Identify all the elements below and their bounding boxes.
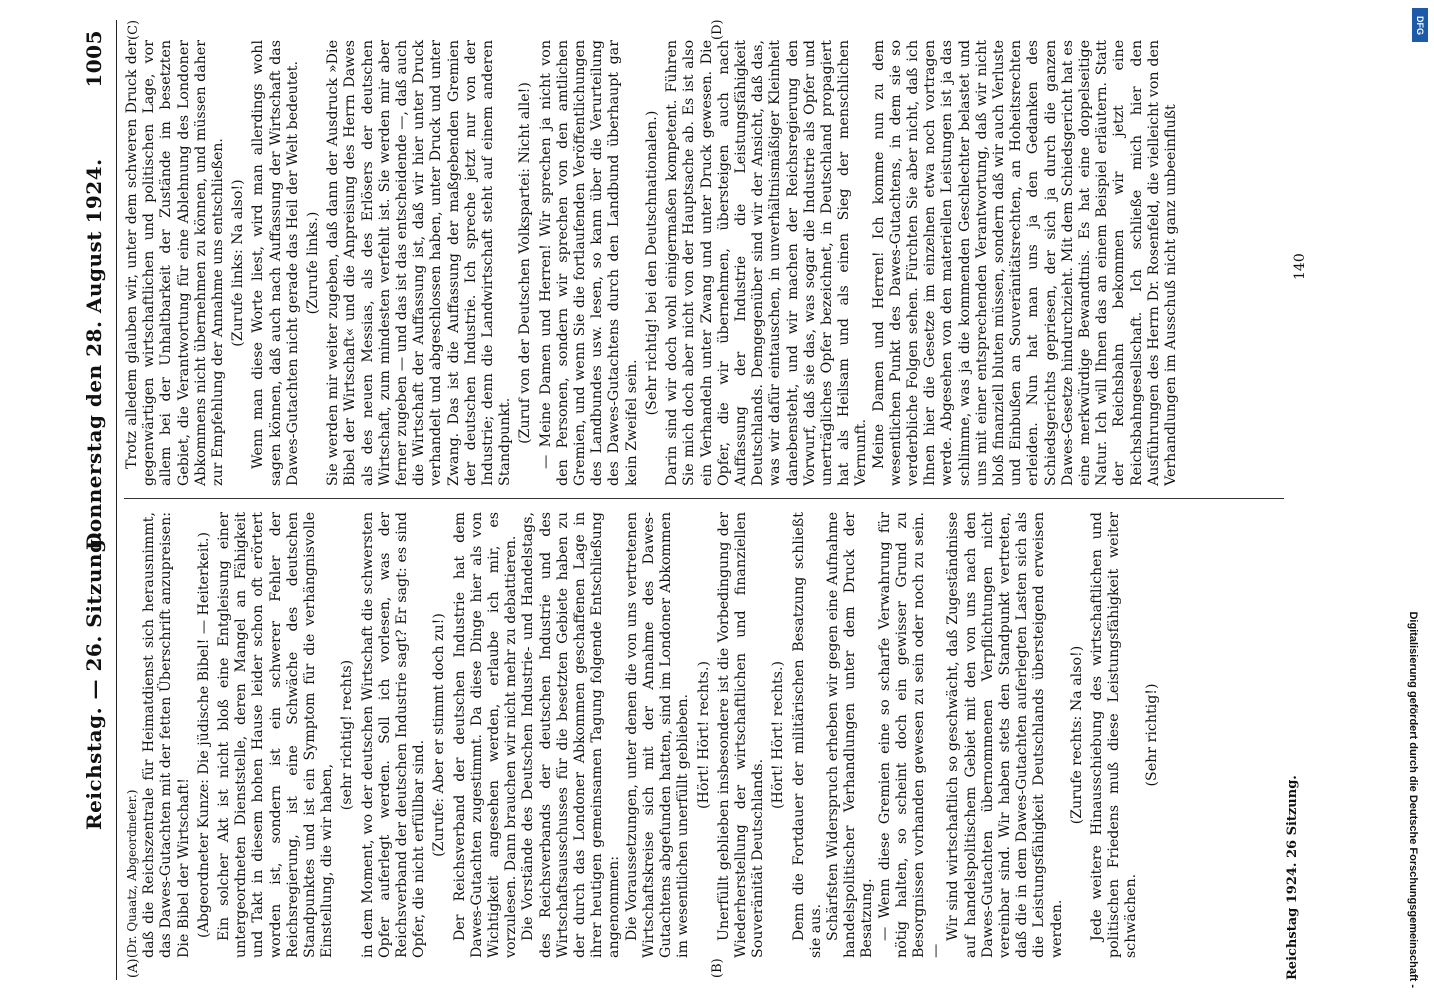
paragraph: — Meine Damen und Herren! Wir sprechen ja nicht von den Personen, sondern wir sprechen von den amtlichen Gremien, und wenn Sie die fortlaufenden Veröffentlichungen des Landbundes usw. lesen, so kann über die Verurteilung des Dawes-Gutachtens durch den Landbund überhaupt gar kein Zweifel sein. [537, 40, 640, 486]
interjection: (Sehr richtig!) [1143, 683, 1160, 787]
digitization-note [1402, 8, 1424, 988]
dfg-logo-icon: DFG [1412, 8, 1428, 42]
paragraph: in dem Moment, wo der deutschen Wirtschaft die schwersten Opfer auferlegt werden. Soll ich vorlesen, was der Reichsverband der deutschen Industrie sagt? Er sagt: es sind Opfer, die nicht erfüllbar sind. [359, 512, 428, 958]
document-page [70, 20, 1400, 980]
paragraph: daß die Reichszentrale für Heimatdienst sich herausnimmt, das Dawes-Gutachten mit der fetten Überschrift anzupreisen: Die Bibel der Wirtschaft! [141, 512, 192, 958]
interjection: (Sehr richtig! bei den Deutschnationalen.) [643, 110, 660, 416]
column-divider [124, 498, 1284, 499]
quote-paragraph: Trotz alledem glauben wir, unter dem schweren Druck der gegenwärtigen wirtschaftlichen und politischen Lage, vor allem bei der Unhaltbarkeit der Zustände im besetzten Gebiet, die Verantwortung für eine Ablehnung des Londoner Abkommens nicht übernehmen zu können, und müssen daher zur Empfehlung der Annahme uns entschließen. [124, 40, 227, 486]
interjection: (Zurufe links.) [305, 211, 322, 315]
left-column [124, 512, 1164, 958]
scanned-page-area [70, 20, 1400, 980]
interjection: (Hört! Hört! rechts.) [695, 660, 712, 810]
quote-paragraph: Die Vorstände des Deutschen Industrie- und Handelstags, des Reichsverbands der deutschen Industrie und des Wirtschaftsausschusses für die besetzten Gebiete haben zu der durch das Londoner Abkommen geschaffenen Lage in ihrer heutigen gemeinsamen Tagung folgende Entschließung angenommen: [520, 512, 623, 958]
running-head-left: Reichstag. — 26. Sitzung. [82, 531, 106, 830]
quote-paragraph: Denn die Fortdauer der militärischen Besatzung schließt sie aus. [790, 512, 824, 958]
interjection: (Abgeordneter Kunze: Die jüdische Bibel! — Heiterkeit.) [195, 532, 212, 938]
footer-session-label: Reichstag 1924. 26 Sitzung. [1285, 775, 1300, 980]
margin-marker-a: (A) [126, 958, 141, 978]
page-number: 1005 [82, 30, 106, 88]
quote-paragraph: Wir sind wirtschaftlich so geschwächt, daß Zugeständnisse auf handelspolitischem Gebiet mit den von uns nach den Dawes-Gutachten übernommenen Verpflichtungen nicht vereinbar sind. Wir haben stets den Standpunkt vertreten, daß die in dem Dawes-Gutachten auferlegten Lasten sich als die Leistungsfähigkeit Deutschlands übersteigend erweisen werden. [945, 512, 1065, 958]
interjection: (Zurufe links: Na also!) [230, 179, 247, 347]
quote-paragraph: Jede weitere Hinausschiebung des wirtschaftlichen und politischen Friedens muß diese Leistungsfähigkeit weiter schwächen. [1088, 512, 1140, 958]
header-rule [116, 20, 117, 980]
quote-paragraph: Schärfsten Widerspruch erheben wir gegen eine Aufnahme handelspolitischer Verhandlungen unter dem Druck der Besatzung. [824, 512, 876, 958]
digitization-note-text: Digitalisierung gefördert durch die Deutsche Forschungsgemeinschaft - [1407, 611, 1419, 988]
signature-number: 140 [1292, 253, 1308, 280]
quote-paragraph: Unerfüllt geblieben insbesondere ist die Vorbedingung der Wiederherstellung der wirtschaftlichen und finanziellen Souveränität Deutschlands. [715, 512, 767, 958]
margin-marker-c: (C) [126, 19, 141, 40]
interjection: (Zurufe rechts: Na also!) [1068, 645, 1085, 825]
interjection: (sehr richtig! rechts) [339, 659, 356, 811]
running-head-date: Donnerstag den 28. August 1924. [82, 158, 106, 550]
interjection: (Hört! Hört! rechts.) [770, 660, 787, 810]
running-head [82, 20, 114, 980]
speaker-label: (Dr. Quaatz, Abgeordneter.) [125, 789, 139, 958]
paragraph: Meine Damen und Herren! Ich komme nun zu dem wesentlichen Punkt des Dawes-Gutachtens, in dem sie so verderbliche Folgen sehen. Fürchten Sie aber nicht, daß ich Ihnen hier die Gesetze im einzelnen etwa noch vortragen werde. Abgesehen von den materiellen Leistungen ist ja das schlimme, was ja die kommenden Geschlechter belastet und uns mit einer entsprechenden Verantwortung, daß wir nicht bloß finanziell bluten müssen, sondern daß wir auch Verluste und Einbußen an Souveränitätsrechten, an Hoheitsrechten erleiden. Nun hat man uns ja den Gedanken des Schiedsgerichts gepriesen, der sich ja durch die ganzen Dawes-Gesetze hindurchzieht. Mit dem Schiedsgericht hat es eine merkwürdige Bewandtnis. Es hat eine doppelseitige Natur. Ich will Ihnen das an einem Beispiel erläutern. Statt der Reichsbahn bekommen wir jetzt eine Reichsbahngesellschaft. Ich schließe mich hier den Ausführungen des Herrn Dr. Rosenfeld, die vielleicht von den Verhandlungen im Ausschuß nicht ganz unbeeinflußt [870, 40, 1179, 486]
paragraph: Sie werden mir weiter zugeben, daß dann der Ausdruck »Die Bibel der Wirtschaft« und die Anpreisung des Herrn Dawes als des neuen Messias, als des Erlösers der deutschen Wirtschaft, zum mindesten verfehlt ist. Sie werden mir aber ferner zugeben — und das ist das entscheidende —, daß auch die Wirtschaft der Auffassung ist, daß wir hier unter Druck verhandelt und abgeschlossen haben, unter Druck und unter Zwang. Das ist die Auffassung der maßgebenden Gremien der deutschen Industrie. Ich spreche jetzt nur von der Industrie; denn die Landwirtschaft steht auf einem anderen Standpunkt. [325, 40, 514, 486]
right-column [124, 40, 1180, 486]
paragraph: Ein solcher Akt ist nicht bloß eine Entgleisung einer untergeordneten Dienststelle, deren Mangel an Fähigkeit und Takt in diesem hohen Hause leider schon oft erörtert worden ist, sondern ist ein schwerer Fehler der Reichsregierung, ist eine Schwäche des deutschen Standpunktes und ist ein Symptom für die verhängnisvolle Einstellung, die wir haben, [216, 512, 336, 958]
paragraph: Der Reichsverband der deutschen Industrie hat dem Dawes-Gutachten zugestimmt. Da diese Dinge hier als von Wichtigkeit angesehen werden, erlaube ich mir, es vorzulesen. Dann brauchen wir nicht mehr zu debattieren. [451, 512, 520, 958]
interjection: (Zuruf von der Deutschen Volkspartei: Nicht alle!) [517, 82, 534, 444]
paragraph: Darin sind wir doch wohl einigermaßen kompetent. Führen Sie mich doch aber nicht von der Hauptsache ab. Es ist also ein Verhandeln unter Zwang und unter Druck gewesen. Die Opfer, die wir übernehmen, übersteigen auch nach Auffassung der Industrie die Leistungsfähigkeit Deutschlands. Demgegenüber sind wir der Ansicht, daß das, was wir dafür eintauschen, in unverhältnismäßiger Kleinheit danebensteht, und wir machen der Reichsregierung den Vorwurf, daß sie das, was sogar die Industrie als Opfer und unerträgliches Opfer bezeichnet, in Deutschland propagiert hat als Heilsam und als einen Sieg der menschlichen Vernunft. [664, 40, 870, 486]
margin-marker-d: (D) [710, 19, 725, 40]
interjection: (Zurufe: Aber er stimmt doch zu!) [431, 613, 448, 857]
paragraph: Wenn man diese Worte liest, wird man allerdings wohl sagen können, daß auch nach Auffassung der Wirtschaft das Dawes-Gutachten nicht gerade das Heil der Welt bedeutet. [250, 40, 301, 486]
quote-paragraph: Die Voraussetzungen, unter denen die von uns vertretenen Wirtschaftskreise sich mit der Annahme des Dawes-Gutachtens abgefunden hatten, sind im Londoner Abkommen im wesentlichen unerfüllt geblieben. [623, 512, 692, 958]
paragraph: — Wenn diese Gremien eine so scharfe Verwahrung für nötig halten, so scheint doch ein gewisser Grund zu Besorgnissen vorhanden gewesen zu sein oder noch zu sein. — [876, 512, 945, 958]
margin-marker-b: (B) [710, 958, 725, 978]
